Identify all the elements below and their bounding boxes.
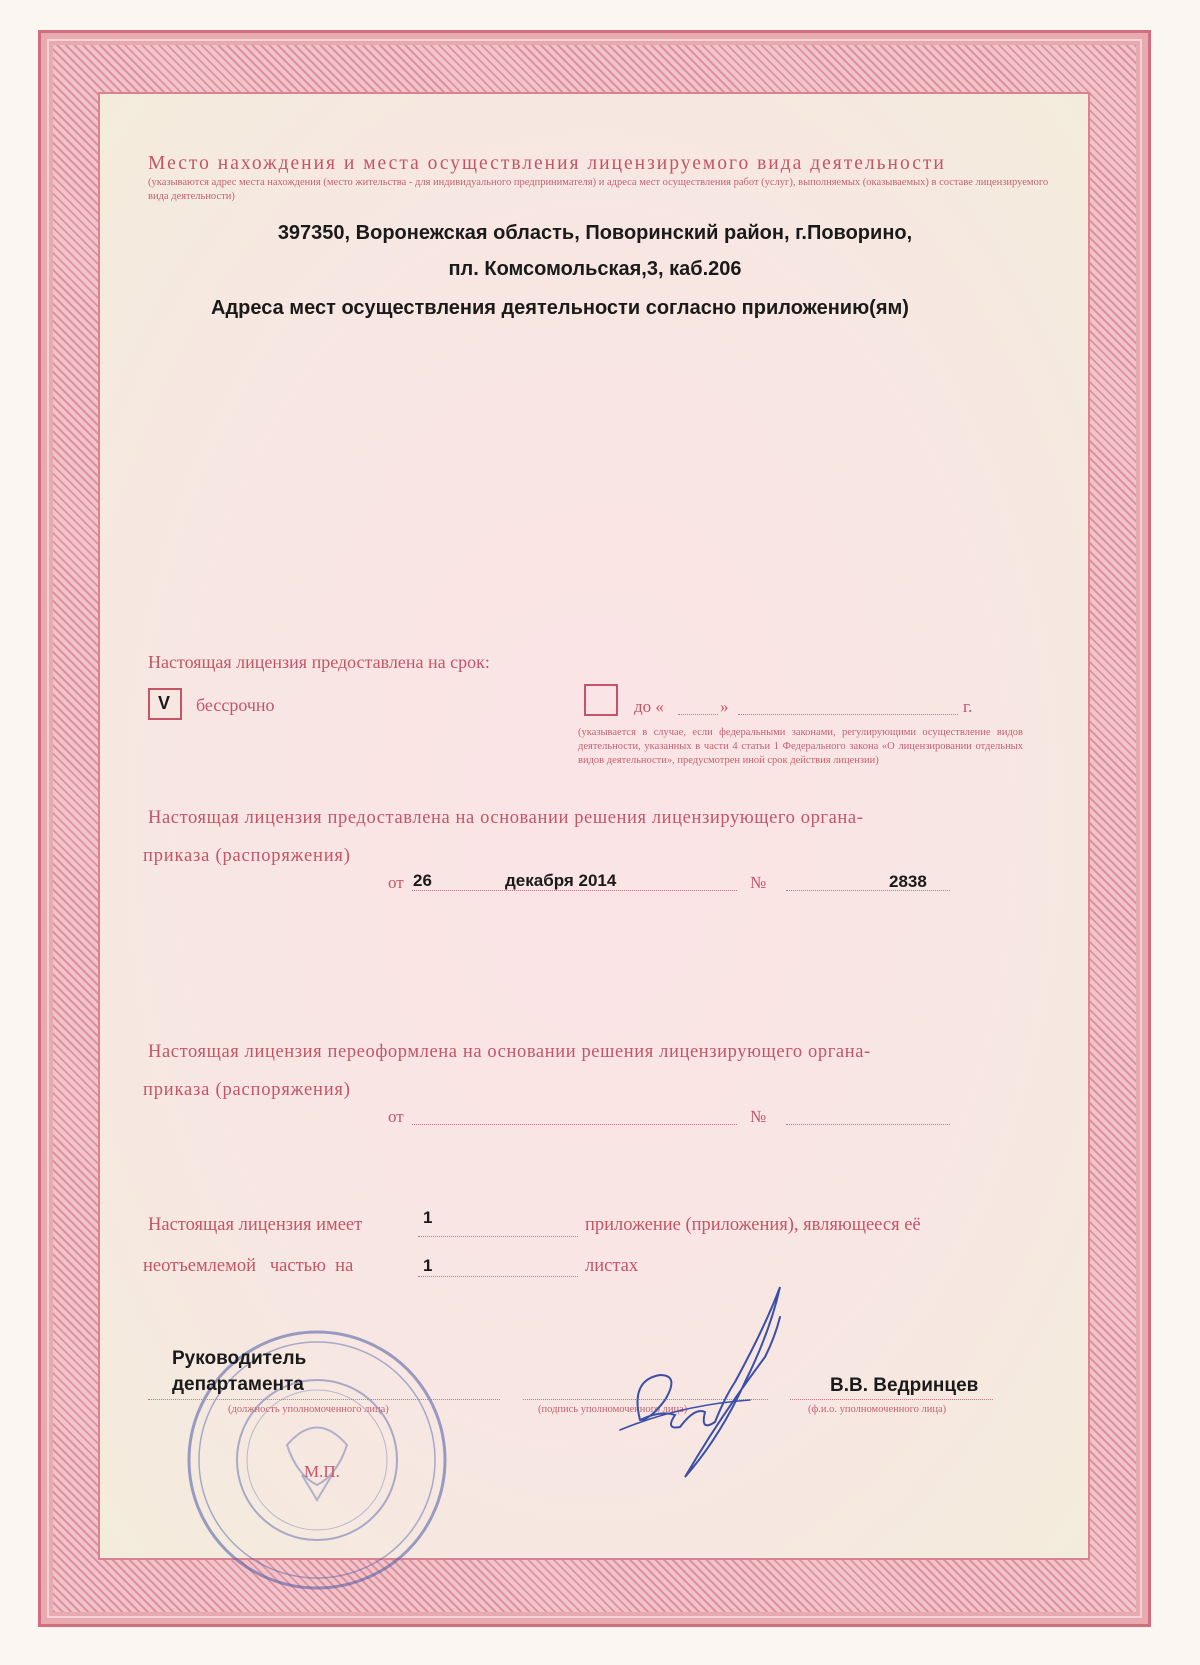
reissue-number-label: № xyxy=(750,1107,767,1126)
basis-day: 26 xyxy=(413,871,432,890)
indefinite-label: бессрочно xyxy=(196,695,275,715)
until-checkbox xyxy=(584,684,618,716)
basis-from-label: от xyxy=(388,873,404,892)
address-line-1: 397350, Воронежская область, Поворинский район, г.Поворино, xyxy=(277,222,913,244)
until-quote: » xyxy=(720,697,729,716)
until-prefix: до « xyxy=(634,697,664,716)
stamp-place-label: М.П. xyxy=(304,1462,340,1481)
attachments-line-1-prefix: Настоящая лицензия имеет xyxy=(148,1215,363,1235)
position-line-2: департамента xyxy=(172,1374,304,1395)
checkbox-mark: V xyxy=(158,693,171,713)
position-line-1: Руководитель xyxy=(172,1348,307,1369)
attachments-line-2-suffix: листах xyxy=(585,1256,639,1276)
year-suffix: г. xyxy=(963,697,973,716)
attachments-sheets: 1 xyxy=(423,1256,433,1275)
address-line-3: Адреса мест осуществления деятельности согласно приложению(ям) xyxy=(211,297,909,319)
signer-name: В.В. Ведринцев xyxy=(830,1375,979,1396)
attachments-line-2-prefix: неотъемлемой частью на xyxy=(143,1256,354,1276)
term-label: Настоящая лицензия предоставлена на срок: xyxy=(148,652,490,672)
indefinite-checkbox xyxy=(148,688,182,720)
address-line-2: пл. Комсомольская,3, каб.206 xyxy=(448,258,742,280)
section-note: (указываются адрес места нахождения (место жительства - для индивидуального предпринимателя) и адреса мест осуществления работ (услуг), выполняемых (оказываемых) в составе лицензируемого вида деятельности) xyxy=(148,177,1049,202)
section-title: Место нахождения и места осуществления лицензируемого вида деятельности xyxy=(148,153,946,174)
sign-caption: (подпись уполномоченного лица) xyxy=(538,1404,688,1415)
reissue-from-label: от xyxy=(388,1107,404,1126)
basis-number-label: № xyxy=(750,873,767,892)
reissue-line-1: Настоящая лицензия переоформлена на основании решения лицензирующего органа- xyxy=(148,1042,871,1062)
handwritten-signature-icon xyxy=(600,1280,820,1490)
reissue-line-2: приказа (распоряжения) xyxy=(143,1080,351,1100)
position-caption: (должность уполномоченного лица) xyxy=(228,1404,389,1415)
attachments-count: 1 xyxy=(423,1208,433,1227)
basis-line-2: приказа (распоряжения) xyxy=(143,846,351,866)
name-caption: (ф.и.о. уполномоченного лица) xyxy=(808,1404,947,1415)
term-note: (указывается в случае, если федеральными законами, регулирующими осуществление видов деятельности, указанных в части 4 статьи 1 Федерального закона «О лицензировании отдельных видов деятельности», предусмотрен иной срок действия лицензии) xyxy=(578,727,1023,766)
basis-month-year: декабря 2014 xyxy=(505,871,617,890)
basis-number: 2838 xyxy=(889,872,927,891)
attachments-line-1-suffix: приложение (приложения), являющееся её xyxy=(585,1215,921,1235)
basis-line-1: Настоящая лицензия предоставлена на основании решения лицензирующего органа- xyxy=(148,808,864,828)
